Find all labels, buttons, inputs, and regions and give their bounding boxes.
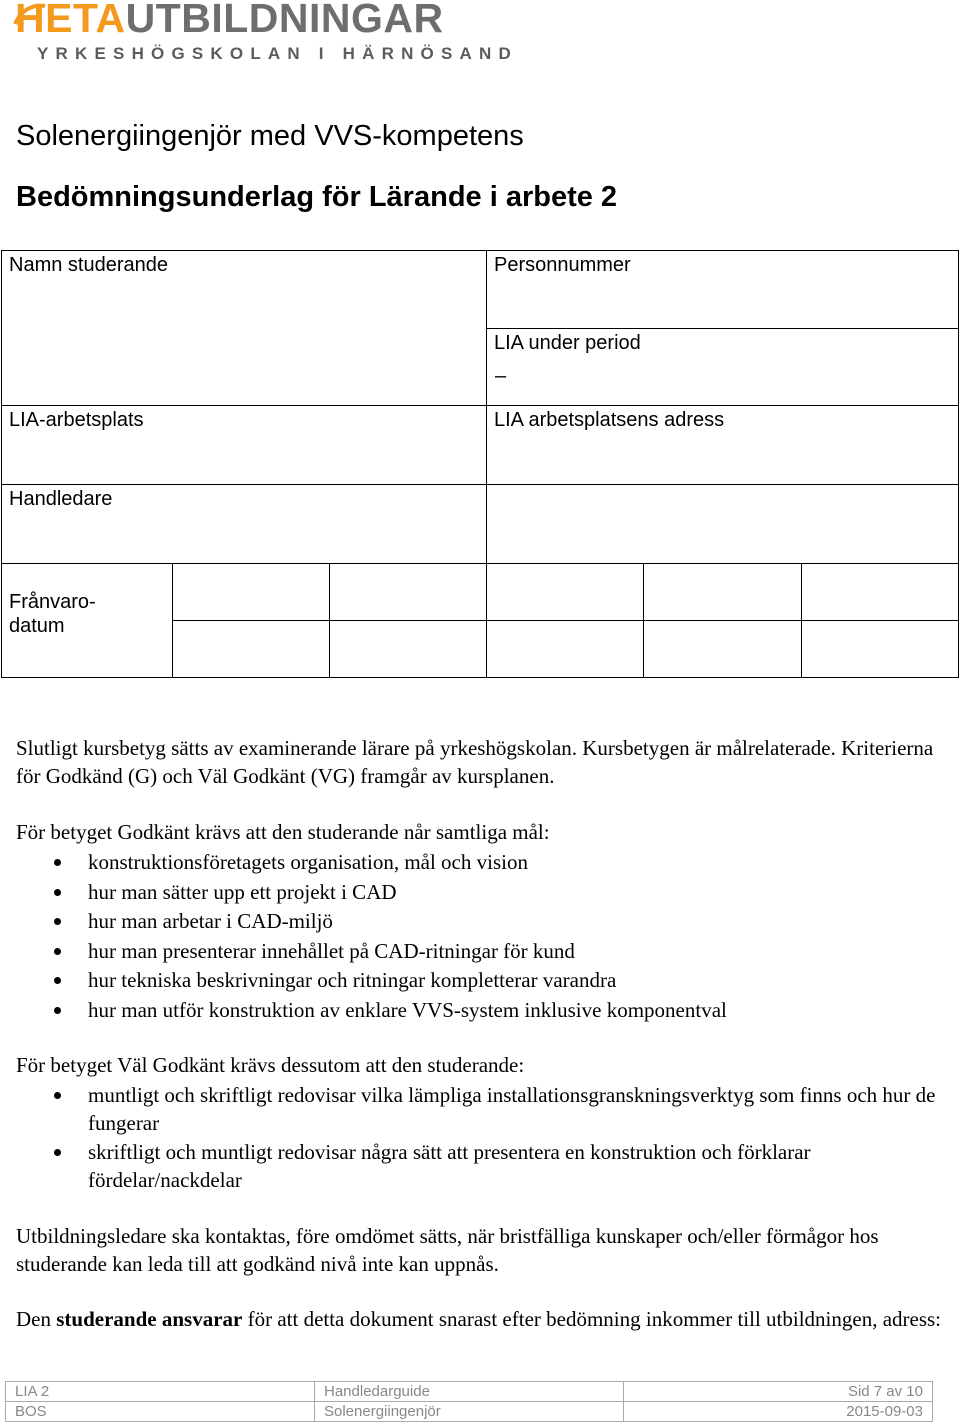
- bullet-icon: [54, 1149, 61, 1156]
- logo-subline: YRKESHÖGSKOLAN I HÄRNÖSAND: [37, 44, 518, 63]
- list-item: hur man arbetar i CAD-miljö: [16, 907, 956, 937]
- absence-date-cell[interactable]: [801, 620, 959, 678]
- absence-date-cell[interactable]: [329, 620, 487, 678]
- vg-goals-list: [16, 1081, 956, 1194]
- logo-part-a: HETA: [15, 0, 126, 41]
- workplace-address-label: LIA arbetsplatsens adress: [494, 409, 725, 431]
- vg-criteria-heading: För betyget Väl Godkänt krävs dessutom att den studerande:: [16, 1053, 525, 1077]
- supervisor-extra-field[interactable]: [486, 484, 959, 564]
- absence-label-cell: [1, 563, 173, 678]
- bullet-icon: [54, 859, 61, 866]
- logo-part-b: UTBILDNINGAR: [125, 0, 444, 41]
- responsibility-paragraph: Den studerande ansvarar för att detta dokument snarast efter bedömning inkommer till utbildningen, adress:: [16, 1307, 942, 1331]
- lia-period-field[interactable]: [486, 328, 959, 406]
- absence-date-cell[interactable]: [643, 620, 802, 678]
- lia-period-label: LIA under period: [494, 332, 641, 354]
- supervisor-label: Handledare: [9, 488, 113, 510]
- page-footer: [5, 1381, 933, 1421]
- absence-date-cell[interactable]: [643, 563, 802, 621]
- footer-author: BOS: [5, 1401, 315, 1422]
- list-item: konstruktionsföretagets organisation, mål och vision: [16, 848, 956, 878]
- footer-date: 2015-09-03: [623, 1401, 933, 1422]
- absence-date-cell[interactable]: [172, 563, 330, 621]
- list-item: hur tekniska beskrivningar och ritningar kompletterar varandra: [16, 966, 956, 996]
- intro-paragraph: Slutligt kursbetyg sätts av examinerande lärare på yrkeshögskolan. Kursbetygen är målrelaterade. Kriterierna för Godkänd (G) och Väl Godkänt (VG) framgår av kursplanen.: [16, 736, 934, 788]
- personal-number-label: Personnummer: [494, 254, 631, 276]
- workplace-label: LIA-arbetsplats: [9, 409, 144, 431]
- document-subtitle: Bedömningsunderlag för Lärande i arbete 2: [16, 181, 618, 213]
- period-dash: –: [495, 365, 507, 387]
- footer-program: Solenergiingenjör: [314, 1401, 624, 1422]
- student-info-form: [1, 250, 959, 678]
- bullet-icon: [54, 1007, 61, 1014]
- list-item: hur man presenterar innehållet på CAD-ritningar för kund: [16, 937, 956, 967]
- absence-date-cell[interactable]: [486, 563, 644, 621]
- bullet-icon: [54, 889, 61, 896]
- workplace-address-field[interactable]: [486, 405, 959, 485]
- list-item: skriftligt och muntligt redovisar några sätt att presentera en konstruktion och förklarar fördelar/nackdelar: [16, 1138, 956, 1194]
- g-goals-list: [16, 848, 956, 1026]
- bullet-icon: [54, 918, 61, 925]
- absence-date-cell[interactable]: [486, 620, 644, 678]
- bullet-icon: [54, 1092, 61, 1099]
- name-field[interactable]: [1, 250, 487, 406]
- footer-page-number: Sid 7 av 10: [623, 1381, 933, 1402]
- footer-doc-type: Handledarguide: [314, 1381, 624, 1402]
- list-item: muntligt och skriftligt redovisar vilka lämpliga installationsgranskningsverktyg som finns och hur de fungerar: [16, 1081, 956, 1137]
- supervisor-field[interactable]: [1, 484, 487, 564]
- contact-paragraph: Utbildningsledare ska kontaktas, före omdömet sätts, när bristfälliga kunskaper och/eller förmågor hos studerande kan leda till att godkänd nivå inte kan uppnås.: [16, 1224, 879, 1276]
- bullet-icon: [54, 977, 61, 984]
- personal-number-field[interactable]: [486, 250, 959, 329]
- list-item: hur man sätter upp ett projekt i CAD: [16, 878, 956, 908]
- responsibility-emphasis: studerande ansvarar: [56, 1307, 243, 1331]
- workplace-field[interactable]: [1, 405, 487, 485]
- logo-wordmark: [15, 0, 444, 42]
- footer-course: LIA 2: [5, 1381, 315, 1402]
- g-criteria-heading: För betyget Godkänt krävs att den studerande når samtliga mål:: [16, 820, 550, 844]
- absence-date-cell[interactable]: [329, 563, 487, 621]
- bullet-icon: [54, 948, 61, 955]
- document-title: Solenergiingenjör med VVS-kompetens: [16, 120, 524, 152]
- name-label: Namn studerande: [9, 254, 168, 276]
- list-item: hur man utför konstruktion av enklare VVS-system inklusive komponentval: [16, 996, 956, 1026]
- absence-date-cell[interactable]: [801, 563, 959, 621]
- absence-label: Frånvaro- datum: [9, 591, 96, 637]
- institution-logo: [15, 0, 518, 68]
- absence-date-cell[interactable]: [172, 620, 330, 678]
